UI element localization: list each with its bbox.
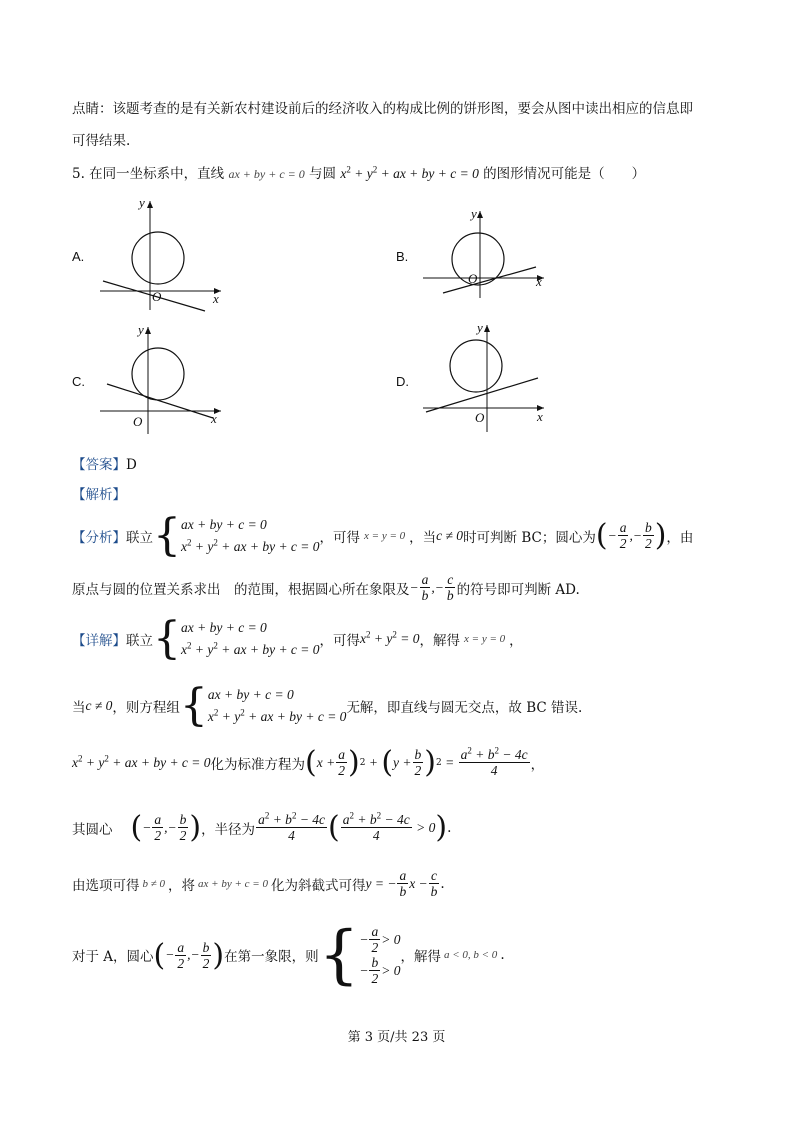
analysis-tag: 【解析】 xyxy=(72,487,126,503)
line-b xyxy=(443,267,536,293)
circle-b xyxy=(452,233,504,285)
svg-text:x: x xyxy=(536,274,542,289)
question-stem: 5. 在同一坐标系中，直线 ax + by + c = 0 与圆 $x^2 + y^2$ + ax + by + c = 0 的图形情况可能是（ ） xyxy=(72,164,646,182)
svg-text:y: y xyxy=(477,320,483,335)
detail-line-2: 当 c ≠ 0 ，则方程组 { ax + by + c = 0 $x^2 + y^2$ + ax + by + c = 0 无解，即直线与圆无交点，故 BC 错误. xyxy=(72,680,583,731)
circle-a xyxy=(132,232,184,284)
answer-line: 【答案】D xyxy=(72,457,137,473)
graph-option-d xyxy=(418,320,558,435)
graph-option-b xyxy=(418,206,558,306)
comment-line-2: 可得结果. xyxy=(72,133,131,149)
svg-text:O: O xyxy=(468,271,478,286)
option-d-label: D. xyxy=(396,374,409,389)
circle-c xyxy=(132,348,184,400)
svg-text:x: x xyxy=(213,291,219,306)
option-a-label: A. xyxy=(72,249,85,264)
fenxi-line-2: 原点与圆的位置关系求出 的范围，根据圆心所在象限及 − $\frac{a}{b}$ ,− $\frac{c}{b}$ 的符号即可判断 AD. xyxy=(72,572,580,603)
option-b-label: B. xyxy=(396,249,409,264)
line-c xyxy=(107,384,213,418)
svg-text:O: O xyxy=(152,289,162,304)
detail-line-4: 其圆心 ( − $\frac{a}{2}$ ,− $\frac{b}{2}$ ) ，半径为 $\frac{a^2 + b^2 - 4c}{4}$ ( $\frac{a^2 + b^2 - 4c}{4}$ > 0 ) . xyxy=(72,810,452,845)
line-d xyxy=(426,378,538,412)
svg-text:x: x xyxy=(211,411,217,426)
detail-line-5: 由选项可得 b ≠ 0 ，将 ax + by + c = 0 化为斜截式可得 y = − $\frac{a}{b}$ x − $\frac{c}{b}$ . xyxy=(72,868,445,899)
svg-text:y: y xyxy=(471,206,477,221)
svg-text:y: y xyxy=(138,322,144,337)
comment-line-1: 点睛：该题考查的是有关新农村建设前后的经济收入的构成比例的饼形图，要会从图中读出相应的信息即 xyxy=(72,101,693,117)
svg-text:x: x xyxy=(537,409,543,424)
circle-d xyxy=(450,340,502,392)
graph-option-c xyxy=(95,322,235,437)
detail-line-6: 对于 A，圆心 ( − $\frac{a}{2}$ ,− $\frac{b}{2}$ ) 在第一象限，则 { − $\frac{a}{2}$ > 0 − $\frac{b}{2}$ > 0 ，解得 a < 0, b < 0 . xyxy=(72,918,505,992)
detail-line-1: 【详解】 联立 { ax + by + c = 0 $x^2 + y^2$ + ax + by + c = 0 ，可得 $x^2 + y^2 = 0$ ，解得 x = y = 0 ， xyxy=(72,613,523,664)
graph-option-a xyxy=(95,193,235,318)
svg-text:O: O xyxy=(133,414,143,429)
svg-text:O: O xyxy=(475,410,485,425)
svg-text:y: y xyxy=(139,195,145,210)
page-footer: 第 3 页/共 23 页 xyxy=(347,1030,446,1045)
option-c-label: C. xyxy=(72,374,85,389)
fenxi-line-1: 【分析】 联立 { ax + by + c = 0 $x^2 + y^2$ + ax + by + c = 0 ，可得 x = y = 0 ，当 c ≠ 0 时可判断 BC；圆心为 ( − $\frac{a}{2}$ ,− $\frac{b}{2}$ ) ，由 xyxy=(72,510,694,561)
detail-line-3: $x^2 + y^2$ + ax + by + c = 0 化为标准方程为 ( x + $\frac{a}{2}$ ) 2 + ( y + $\frac{b}{2}$ ) 2 = $\frac{a^2 + b^2 - 4c}{4}$ ， xyxy=(72,745,545,780)
